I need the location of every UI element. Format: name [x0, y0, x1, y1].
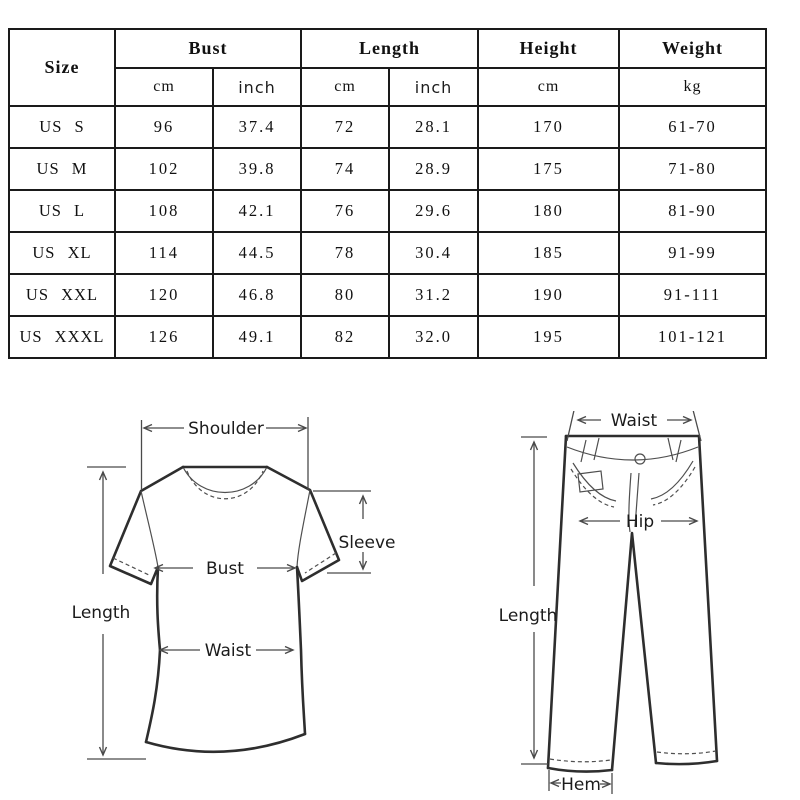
- tshirt-left-armhole-seam: [141, 491, 158, 567]
- table-row: [9, 232, 766, 274]
- cell-height-cm: 175: [478, 148, 619, 190]
- table-row: [9, 274, 766, 316]
- pants-diagram: [548, 436, 717, 772]
- cell-length-cm: 76: [301, 190, 389, 232]
- col-header-length: Length: [301, 29, 478, 68]
- table-row: [9, 148, 766, 190]
- pants-waist-label: Waist: [610, 411, 658, 431]
- cell-length-cm: 80: [301, 274, 389, 316]
- pants-belt-loop-left: [581, 438, 599, 462]
- cell-bust-inch: 46.8: [213, 274, 301, 316]
- tshirt-left-cuff-stitch: [113, 558, 149, 575]
- cell-size: US S: [9, 106, 115, 148]
- cell-height-cm: 190: [478, 274, 619, 316]
- pants-belt-loop-right: [668, 438, 681, 462]
- pants-left-leg-hem: [548, 768, 612, 772]
- shirt-waist-label: Waist: [204, 641, 252, 661]
- cell-height-cm: 185: [478, 232, 619, 274]
- cell-weight-kg: 91-99: [619, 232, 766, 274]
- sleeve-label: Sleeve: [338, 533, 396, 553]
- col-header-bust: Bust: [115, 29, 301, 68]
- unit-bust-inch: inch: [213, 68, 301, 106]
- cell-size: US M: [9, 148, 115, 190]
- col-header-height: Height: [478, 29, 619, 68]
- tshirt-right-armhole-seam: [297, 490, 310, 567]
- shoulder-label: Shoulder: [188, 419, 264, 439]
- cell-bust-inch: 37.4: [213, 106, 301, 148]
- col-header-size: Size: [9, 29, 115, 106]
- tshirt-left-sleeve: [110, 467, 183, 584]
- cell-length-inch: 31.2: [389, 274, 478, 316]
- unit-length-inch: inch: [389, 68, 478, 106]
- cell-length-inch: 32.0: [389, 316, 478, 358]
- pants-right-cuff-stitch: [657, 751, 716, 754]
- table-row: [9, 190, 766, 232]
- cell-bust-cm: 120: [115, 274, 213, 316]
- measurement-diagram: [0, 390, 800, 800]
- cell-bust-cm: 108: [115, 190, 213, 232]
- cell-bust-inch: 49.1: [213, 316, 301, 358]
- cell-bust-cm: 126: [115, 316, 213, 358]
- cell-size: US XL: [9, 232, 115, 274]
- cell-length-cm: 78: [301, 232, 389, 274]
- cell-weight-kg: 91-111: [619, 274, 766, 316]
- cell-bust-inch: 39.8: [213, 148, 301, 190]
- pants-right-leg-hem: [656, 761, 717, 764]
- cell-weight-kg: 81-90: [619, 190, 766, 232]
- cell-bust-cm: 114: [115, 232, 213, 274]
- tshirt-right-body: [297, 567, 305, 734]
- pants-coin-pocket: [578, 471, 603, 492]
- pants-left-outer-seam: [548, 436, 566, 768]
- cell-length-cm: 72: [301, 106, 389, 148]
- unit-weight-kg: kg: [619, 68, 766, 106]
- cell-bust-cm: 96: [115, 106, 213, 148]
- table-row: [9, 106, 766, 148]
- cell-weight-kg: 61-70: [619, 106, 766, 148]
- hip-label: Hip: [625, 512, 655, 532]
- cell-bust-inch: 44.5: [213, 232, 301, 274]
- pants-left-cuff-stitch: [550, 759, 611, 762]
- tshirt-hem: [146, 734, 305, 752]
- pants-length-label: Length: [498, 606, 558, 626]
- cell-size: US XXXL: [9, 316, 115, 358]
- cell-length-cm: 74: [301, 148, 389, 190]
- cell-size: US L: [9, 190, 115, 232]
- cell-height-cm: 180: [478, 190, 619, 232]
- cell-length-inch: 29.6: [389, 190, 478, 232]
- table-row: [9, 316, 766, 358]
- hem-label: Hem: [561, 775, 601, 795]
- cell-weight-kg: 101-121: [619, 316, 766, 358]
- header-row-units: [9, 68, 766, 106]
- unit-bust-cm: cm: [115, 68, 213, 106]
- cell-length-inch: 28.9: [389, 148, 478, 190]
- size-chart-table: [8, 28, 767, 359]
- pants-right-outer-seam: [699, 436, 717, 761]
- cell-bust-inch: 42.1: [213, 190, 301, 232]
- tshirt-diagram: [110, 467, 339, 752]
- cell-size: US XXL: [9, 274, 115, 316]
- cell-length-cm: 82: [301, 316, 389, 358]
- cell-length-inch: 28.1: [389, 106, 478, 148]
- unit-length-cm: cm: [301, 68, 389, 106]
- pants-inner-seams: [612, 533, 656, 770]
- header-row-groups: [9, 29, 766, 68]
- cell-height-cm: 195: [478, 316, 619, 358]
- shirt-length-label: Length: [71, 603, 131, 623]
- cell-bust-cm: 102: [115, 148, 213, 190]
- tshirt-front-collar: [183, 467, 267, 493]
- col-header-weight: Weight: [619, 29, 766, 68]
- crop-edge-mask: [560, 390, 710, 411]
- bust-label: Bust: [206, 559, 244, 579]
- cell-length-inch: 30.4: [389, 232, 478, 274]
- unit-height-cm: cm: [478, 68, 619, 106]
- tshirt-left-body: [146, 567, 160, 742]
- cell-weight-kg: 71-80: [619, 148, 766, 190]
- cell-height-cm: 170: [478, 106, 619, 148]
- pants-button: [635, 454, 645, 464]
